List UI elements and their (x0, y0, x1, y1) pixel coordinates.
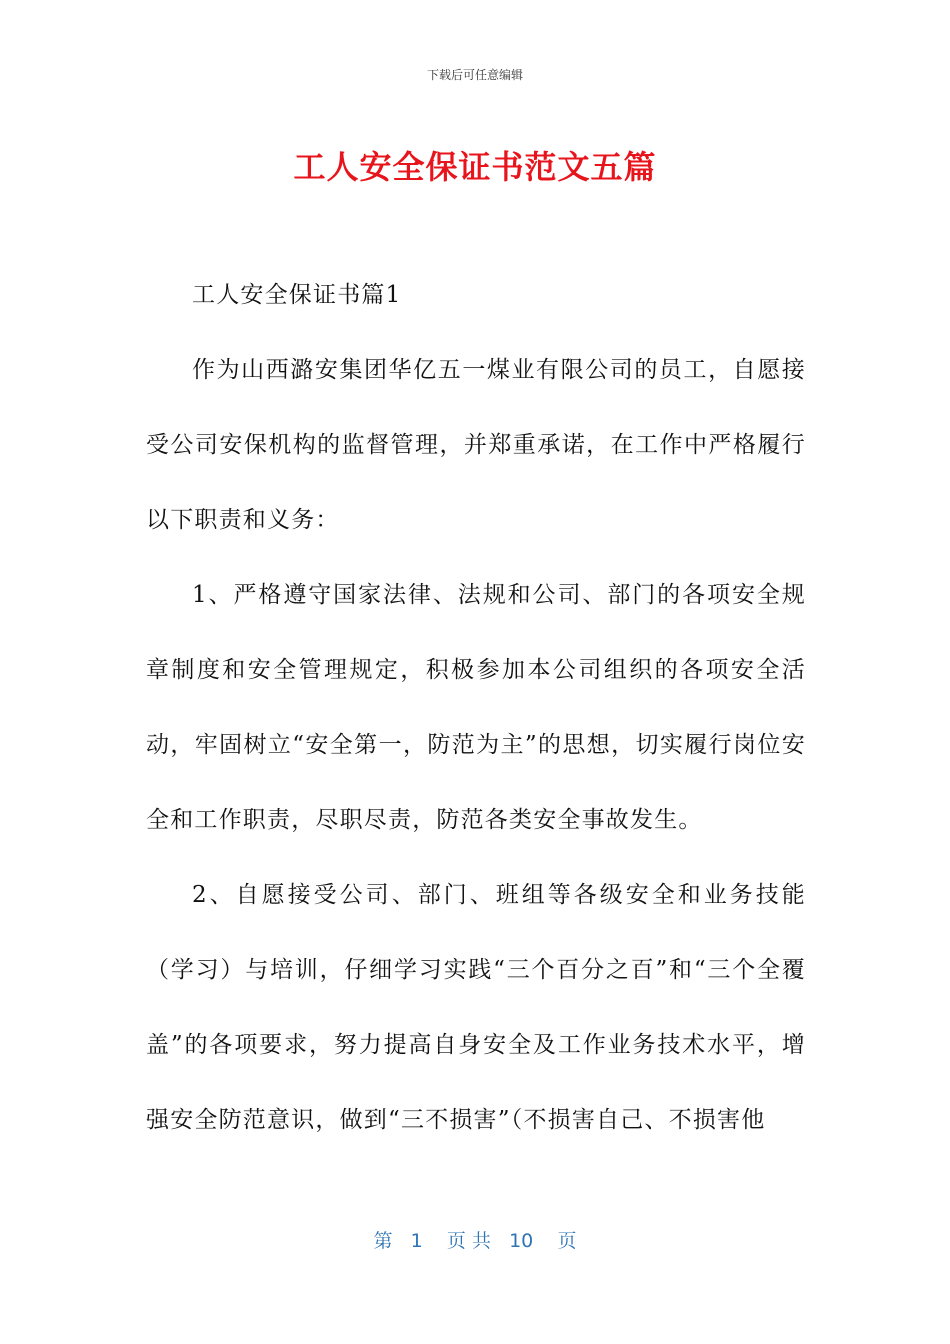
footer-prefix: 第 (373, 1230, 393, 1252)
footer-current-page: 1 (410, 1230, 423, 1252)
footer-mid: 页 共 (446, 1230, 491, 1252)
paragraph-item-1: 1、严格遵守国家法律、法规和公司、部门的各项安全规章制度和安全管理规定，积极参加本公司组织的各项安全活动，牢固树立“安全第一，防范为主”的思想，切实履行岗位安全和工作职责，尽职尽责，防范各类安全事故发生。 (146, 582, 806, 833)
paragraph-intro: 作为山西潞安集团华亿五一煤业有限公司的员工，自愿接受公司安保机构的监督管理，并郑重承诺，在工作中严格履行以下职责和义务： (146, 357, 806, 533)
document-body (146, 258, 806, 1158)
document-title: 工人安全保证书范文五篇 (293, 148, 657, 186)
footer-suffix: 页 (557, 1230, 577, 1252)
section-heading: 工人安全保证书篇1 (192, 282, 402, 308)
header-note: 下载后可任意编辑 (426, 68, 523, 82)
footer-total-pages: 10 (509, 1230, 534, 1252)
page-footer (0, 1226, 950, 1253)
paragraph-item-2: 2、自愿接受公司、部门、班组等各级安全和业务技能（学习）与培训，仔细学习实践“三个百分之百”和“三个全覆盖”的各项要求，努力提高自身安全及工作业务技术水平，增强安全防范意识，做到“三不损害”（不损害自己、不损害他 (146, 882, 806, 1133)
